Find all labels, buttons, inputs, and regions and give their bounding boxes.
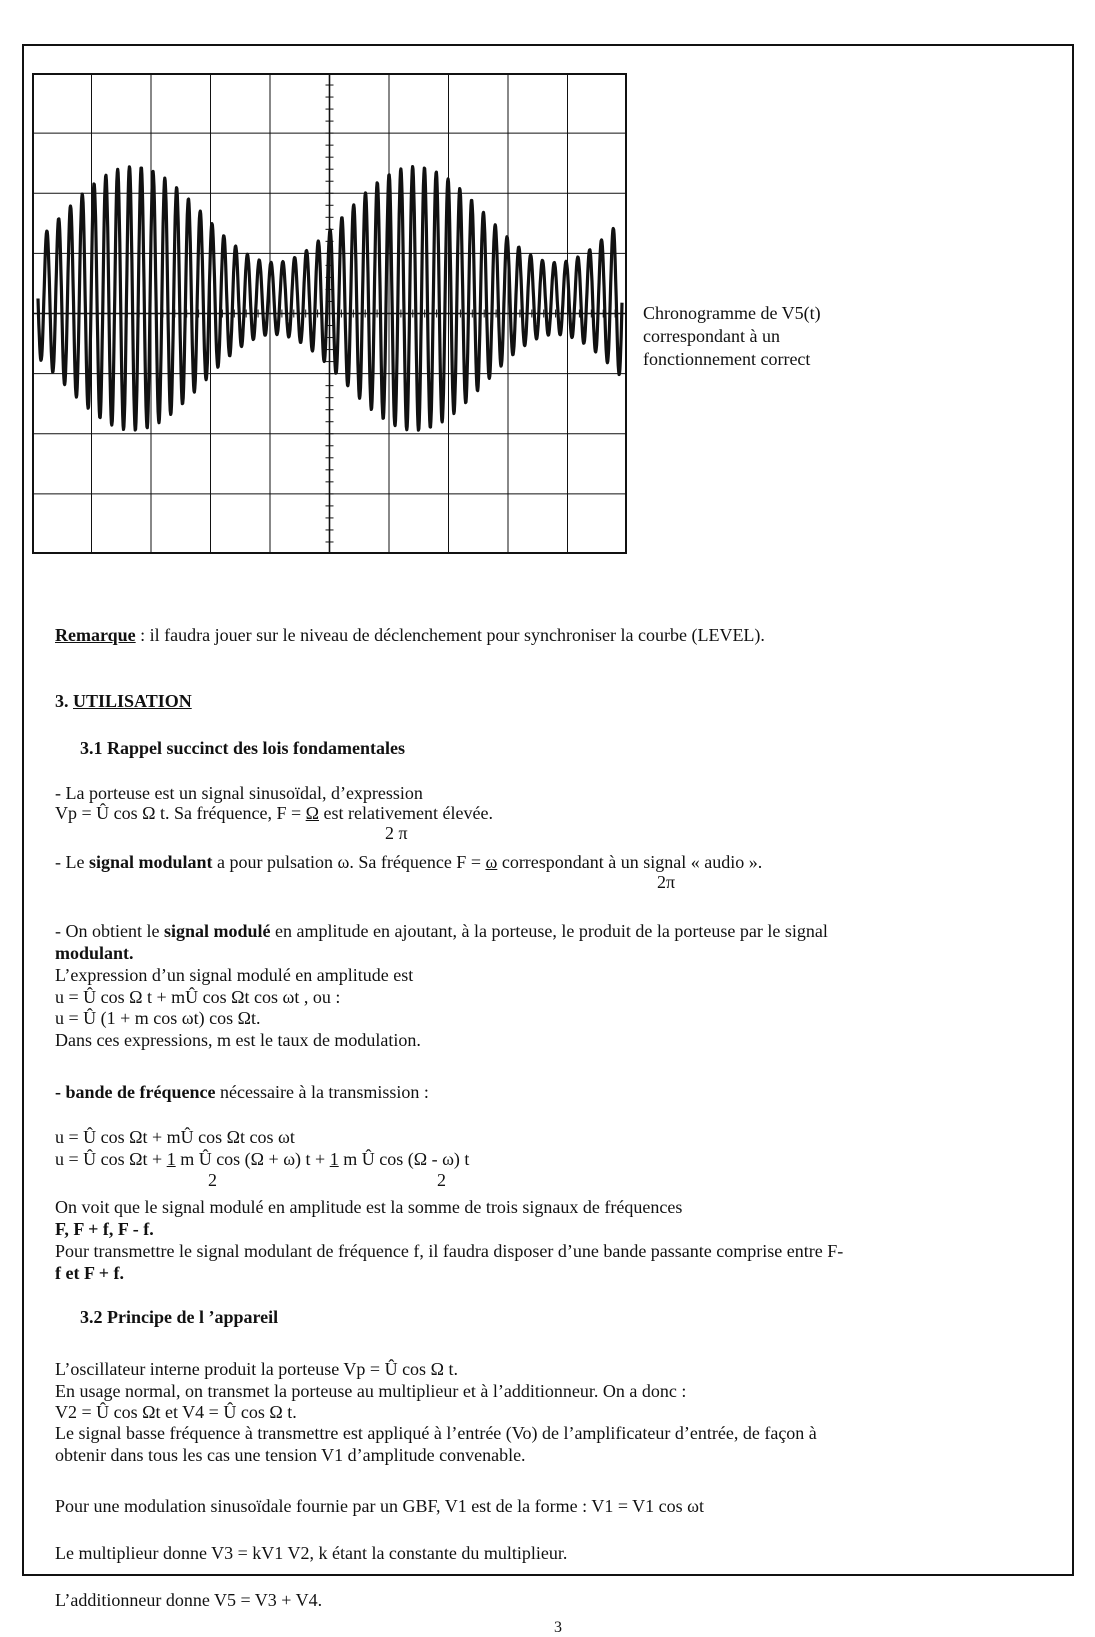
text-span: m Û cos (Ω + ω) t + <box>175 1149 330 1169</box>
subsection-heading-3-1: 3.1 Rappel succinct des lois fondamentales <box>80 738 406 758</box>
text-span: Vp = Û cos Ω t. Sa fréquence, F = <box>55 803 306 823</box>
equation-line: V2 = Û cos Ωt et V4 = Û cos Ω t. <box>55 1402 297 1422</box>
text-line: obtenir dans tous les cas une tension V1 d’amplitude convenable. <box>55 1445 526 1465</box>
remark-paragraph <box>55 624 765 646</box>
fraction-denominator: 2 <box>208 1170 217 1190</box>
fraction-numerator: 1 <box>329 1149 339 1169</box>
section-number: 3. <box>55 691 73 711</box>
fraction-numerator: Ω <box>305 803 320 823</box>
bold-term: - bande de fréquence <box>55 1082 216 1102</box>
fraction-denominator: 2π <box>657 872 676 892</box>
equation-line: u = Û (1 + m cos ωt) cos Ωt. <box>55 1008 261 1028</box>
text-line: modulant. <box>55 943 134 963</box>
figure-caption <box>643 302 903 371</box>
text-line <box>55 920 828 942</box>
text-span: - On obtient le <box>55 921 164 941</box>
caption-line: fonctionnement correct <box>643 349 811 369</box>
bold-term: signal modulant <box>88 852 213 872</box>
fraction-numerator: 1 <box>166 1149 176 1169</box>
equation-line <box>55 1148 469 1170</box>
remark-label: Remarque <box>55 625 136 645</box>
text-line: L’additionneur donne V5 = V3 + V4. <box>55 1590 323 1610</box>
fraction-denominator: 2 π <box>385 823 408 843</box>
text-span: correspondant à un signal « audio ». <box>497 852 763 872</box>
text-line: Dans ces expressions, m est le taux de modulation. <box>55 1030 421 1050</box>
text-span: est relativement élevée. <box>319 803 493 823</box>
section-title: UTILISATION <box>73 691 192 711</box>
text-line: Pour transmettre le signal modulant de fréquence f, il faudra disposer d’une bande passante comprise entre F- <box>55 1241 844 1261</box>
caption-line: Chronogramme de V5(t) <box>643 303 821 323</box>
equation-line: u = Û cos Ω t + mÛ cos Ωt cos ωt , ou : <box>55 987 341 1007</box>
text-line: Pour une modulation sinusoïdale fournie par un GBF, V1 est de la forme : V1 = V1 cos ωt <box>55 1496 704 1516</box>
section-heading-3 <box>55 690 192 712</box>
text-span: - Le <box>55 852 89 872</box>
text-span: u = Û cos Ωt + <box>55 1149 167 1169</box>
text-line: f et F + f. <box>55 1263 125 1283</box>
text-line <box>55 802 493 824</box>
fraction-numerator: ω <box>485 852 498 872</box>
text-line: Le multiplieur donne V3 = kV1 V2, k étant la constante du multiplieur. <box>55 1543 568 1563</box>
page-number: 3 <box>554 1619 562 1636</box>
equation-line: u = Û cos Ωt + mÛ cos Ωt cos ωt <box>55 1127 295 1147</box>
subsection-heading-3-2: 3.2 Principe de l ’appareil <box>80 1307 279 1327</box>
oscilloscope-screen <box>32 73 627 554</box>
text-line: F, F + f, F - f. <box>55 1219 154 1239</box>
text-line: L’expression d’un signal modulé en amplitude est <box>55 965 414 985</box>
text-span: m Û cos (Ω - ω) t <box>338 1149 470 1169</box>
text-line: L’oscillateur interne produit la porteuse Vp = Û cos Ω t. <box>55 1359 458 1379</box>
fraction-denominator: 2 <box>437 1170 446 1190</box>
remark-text: : il faudra jouer sur le niveau de déclenchement pour synchroniser la courbe (LEVEL). <box>135 625 765 645</box>
text-line: - La porteuse est un signal sinusoïdal, d’expression <box>55 783 423 803</box>
text-line: Le signal basse fréquence à transmettre est appliqué à l’entrée (Vo) de l’amplificateur d’entrée, de façon à <box>55 1423 817 1443</box>
text-span: en amplitude en ajoutant, à la porteuse, le produit de la porteuse par le signal <box>270 921 828 941</box>
caption-line: correspondant à un <box>643 326 780 346</box>
bold-term: signal modulé <box>163 921 271 941</box>
text-line: En usage normal, on transmet la porteuse au multiplieur et à l’additionneur. On a donc : <box>55 1381 687 1401</box>
text-span: a pour pulsation ω. Sa fréquence F = <box>212 852 486 872</box>
text-line <box>55 1081 429 1103</box>
text-line <box>55 851 762 873</box>
text-span: nécessaire à la transmission : <box>215 1082 429 1102</box>
text-line: On voit que le signal modulé en amplitude est la somme de trois signaux de fréquences <box>55 1197 683 1217</box>
